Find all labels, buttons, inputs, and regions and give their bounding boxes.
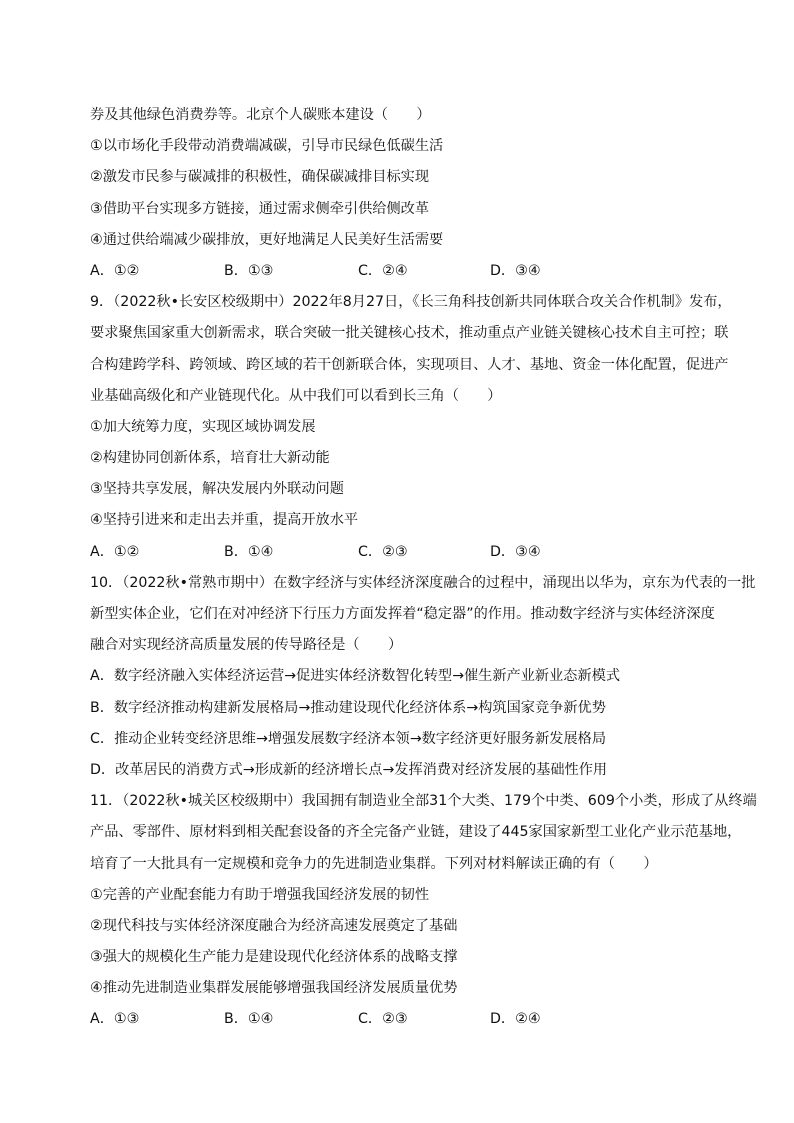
question-8-statement-2: ②激发市民参与碳减排的积极性，确保碳减排目标实现: [90, 169, 430, 186]
question-11-statement-1: ①完善的产业配套能力有助于增强我国经济发展的韧性: [90, 886, 430, 903]
question-9-choices: [90, 537, 720, 568]
question-10-option-a[interactable]: A．数字经济融入实体经济运营→促进实体经济数智化转型→催生新产业新业态新模式: [90, 668, 621, 685]
question-9: [90, 287, 732, 568]
question-11-choice-d[interactable]: D．②④: [490, 1011, 541, 1028]
question-list: [90, 100, 757, 1036]
question-9-choice-c[interactable]: C．②③: [358, 543, 408, 560]
question-11-statement-2: ②现代科技与实体经济深度融合为经济高速发展奠定了基础: [90, 917, 458, 934]
question-10-option-c[interactable]: C．推动企业转变经济思维→增强发展数字经济本领→数字经济更好服务新发展格局: [90, 730, 607, 747]
question-10-stem-line-3: 融合对实现经济高质量发展的传导路径是（ ）: [90, 637, 403, 654]
question-8-choice-a[interactable]: A．①②: [90, 262, 140, 279]
question-9-statement-4: ④坚持引进来和走出去并重，提高开放水平: [90, 512, 359, 529]
question-11-stem-line-3: 培育了一大批具有一定规模和竞争力的先进制造业集群。下列对材料解读正确的有（ ）: [90, 855, 658, 872]
question-11-statement-3: ③强大的规模化生产能力是建设现代化经济体系的战略支撑: [90, 949, 458, 966]
question-9-statement-2: ②构建协同创新体系，培育壮大新动能: [90, 450, 330, 467]
question-10-option-b[interactable]: B．数字经济推动构建新发展格局→推动建设现代化经济体系→构筑国家竞争新优势: [90, 699, 606, 716]
question-9-statement-3: ③坚持共享发展，解决发展内外联动问题: [90, 481, 344, 498]
question-9-stem-line-2: 要求聚焦国家重大创新需求，联合突破一批关键核心技术，推动重点产业链关键核心技术自主可控；联: [90, 325, 729, 342]
question-10-option-d[interactable]: D．改革居民的消费方式→形成新的经济增长点→发挥消费对经济发展的基础性作用: [90, 761, 608, 778]
question-8: [90, 100, 720, 287]
question-9-choice-d[interactable]: D．③④: [490, 543, 541, 560]
question-8-stem-tail: 券及其他绿色消费券等。北京个人碳账本建设（ ）: [90, 107, 431, 123]
question-8-statement-4: ④通过供给端减少碳排放，更好地满足人民美好生活需要: [90, 231, 444, 248]
question-8-choices: [90, 256, 720, 287]
question-11-stem-line-1: 11．（2022秋•城关区校级期中）我国拥有制造业全部31个大类、179个中类、609个小类，形成了从终端: [90, 793, 757, 810]
question-9-statement-1: ①加大统筹力度，实现区域协调发展: [90, 418, 316, 435]
question-8-choice-b[interactable]: B．①③: [224, 262, 274, 279]
question-11-choices: [90, 1004, 720, 1035]
question-11: [90, 786, 757, 1036]
question-8-choice-d[interactable]: D．③④: [490, 262, 541, 279]
question-8-statement-3: ③借助平台实现多方链接，通过需求侧牵引供给侧改革: [90, 200, 430, 217]
question-9-stem-line-4: 业基础高级化和产业链现代化。从中我们可以看到长三角（ ）: [90, 387, 502, 404]
question-10-stem-line-2: 新型实体企业，它们在对冲经济下行压力方面发挥着“稳定器”的作用。推动数字经济与实体经济深度: [90, 606, 715, 622]
question-11-choice-b[interactable]: B．①④: [224, 1011, 274, 1028]
question-9-stem-line-3: 合构建跨学科、跨领域、跨区域的若干创新联合体，实现项目、人才、基地、资金一体化配置，促进产: [90, 356, 729, 373]
question-8-statement-1: ①以市场化手段带动消费端减碳，引导市民绿色低碳生活: [90, 138, 444, 155]
question-10-stem-line-1: 10．（2022秋•常熟市期中）在数字经济与实体经济深度融合的过程中，涌现出以华为，京东为代表的一批: [90, 574, 756, 591]
question-11-statement-4: ④推动先进制造业集群发展能够增强我国经济发展质量优势: [90, 980, 458, 997]
question-11-choice-c[interactable]: C．②③: [358, 1011, 408, 1028]
question-11-stem-line-2: 产品、零部件、原材料到相关配套设备的齐全完备产业链，建设了445家国家新型工业化产业示范基地，: [90, 824, 742, 841]
question-9-choice-b[interactable]: B．①④: [224, 543, 274, 560]
question-9-stem-line-1: 9．（2022秋•长安区校级期中）2022年8月27日，《长三角科技创新共同体联合攻关合作机制》发布，: [90, 294, 732, 311]
question-9-choice-a[interactable]: A．①②: [90, 543, 140, 560]
question-11-choice-a[interactable]: A．①③: [90, 1011, 140, 1028]
question-8-choice-c[interactable]: C．②④: [358, 262, 408, 279]
question-10: [90, 568, 756, 786]
